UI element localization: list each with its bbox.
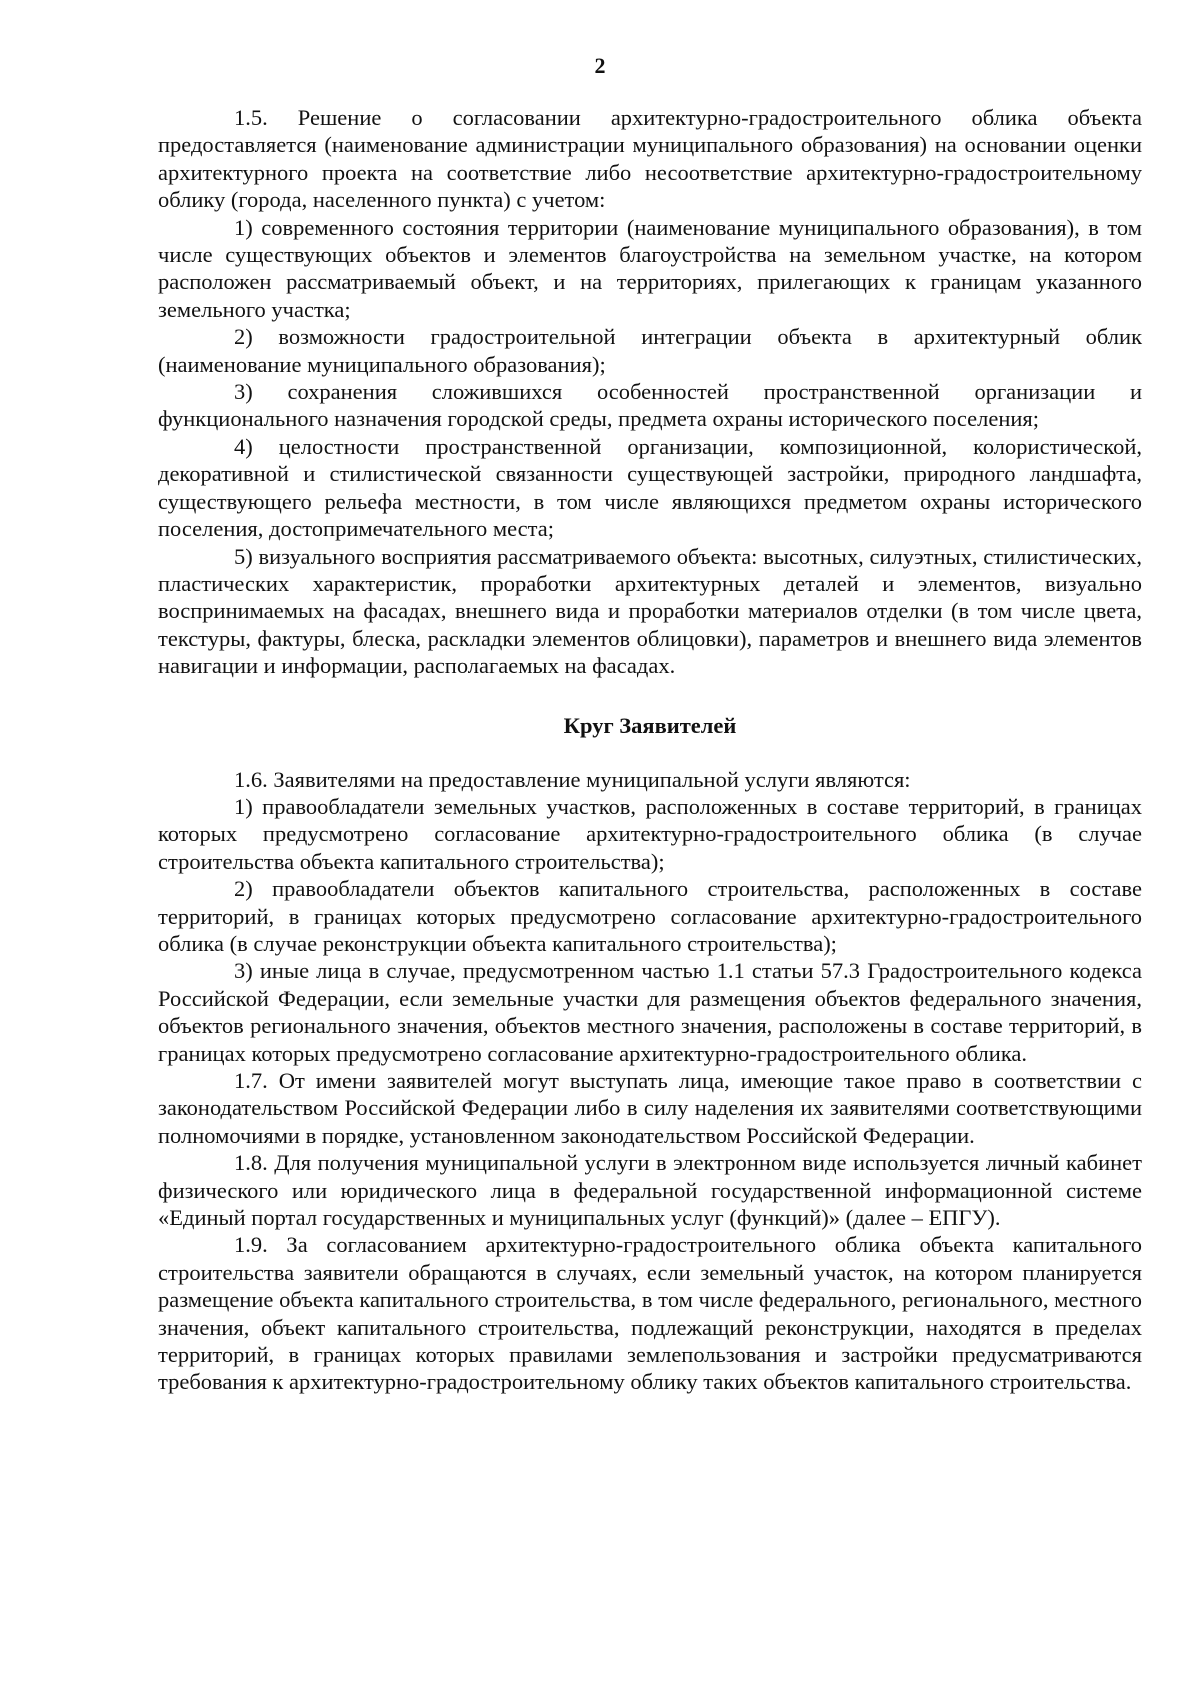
list-item-1-6-1: 1) правообладатели земельных участков, расположенных в составе территорий, в границах которых предусмотрено согласование архитектурно-градостроительного облика (в случае строительства объекта капитального строительства); bbox=[158, 793, 1142, 874]
paragraph-1-8: 1.8. Для получения муниципальной услуги в электронном виде используется личный кабинет физического или юридического лица в федеральной государственной информационной системе «Единый портал государственных и муниципальных услуг (функций)» (далее – ЕПГУ). bbox=[158, 1150, 1142, 1231]
paragraph-1-9: 1.9. За согласованием архитектурно-градостроительного облика объекта капитального строительства заявители обращаются в случаях, если земельный участок, на котором планируется размещение объекта капитального строительства, в том числе федерального, регионального, местного значения, объект капитального строительства, подлежащий реконструкции, находятся в пределах территорий, в границах которых правилами землепользования и застройки предусматриваются требования к архитектурно-градостроительному облику таких объектов капитального строительства. bbox=[158, 1232, 1142, 1395]
list-item-1-5-1: 1) современного состояния территории (наименование муниципального образования), в том числе существующих объектов и элементов благоустройства на земельном участке, на котором расположен рассматриваемый объект, и на территориях, прилегающих к границам указанного земельного участка; bbox=[158, 214, 1142, 322]
list-item-1-5-4: 4) целостности пространственной организации, композиционной, колористической, декоративной и стилистической связанности существующей застройки, природного ландшафта, существующего рельефа местности, в том числе являющихся предметом охраны исторического поселения, достопримечательного места; bbox=[158, 433, 1142, 542]
list-item-1-6-2: 2) правообладатели объектов капитального строительства, расположенных в составе территорий, в границах которых предусмотрено согласование архитектурно-градостроительного облика (в случае реконструкции объекта капитального строительства); bbox=[158, 876, 1142, 956]
paragraph-1-6: 1.6. Заявителями на предоставление муниципальной услуги являются: bbox=[234, 766, 911, 792]
list-item-1-6-3: 3) иные лица в случае, предусмотренном частью 1.1 статьи 57.3 Градостроительного кодекса Российской Федерации, если земельные участки для размещения объектов федерального значения, объектов регионального значения, объектов местного значения, расположены в составе территорий, в границах которых предусмотрено согласование архитектурно-градостроительного облика. bbox=[158, 958, 1142, 1066]
document-body bbox=[158, 104, 1142, 1396]
paragraph-1-5: 1.5. Решение о согласовании архитектурно-градостроительного облика объекта предоставляется (наименование администрации муниципального образования) на основании оценки архитектурного проекта на соответствие либо несоответствие архитектурно-градостроительному облику (города, населенного пункта) с учетом: bbox=[158, 105, 1142, 213]
list-item-1-5-2: 2) возможности градостроительной интеграции объекта в архитектурный облик (наименование муниципального образования); bbox=[158, 324, 1142, 377]
list-item-1-5-3: 3) сохранения сложившихся особенностей пространственной организации и функционального назначения городской среды, предмета охраны исторического поселения; bbox=[158, 379, 1142, 432]
list-item-1-5-5: 5) визуального восприятия рассматриваемого объекта: высотных, силуэтных, стилистических, пластических характеристик, проработки архитектурных деталей и элементов, визуально воспринимаемых на фасадах, внешнего вида и проработки материалов отделки (в том числе цвета, текстуры, фактуры, блеска, раскладки элементов облицовки), параметров и внешнего вида элементов навигации и информации, располагаемых на фасадах. bbox=[158, 543, 1142, 679]
section-heading: Круг Заявителей bbox=[563, 712, 737, 738]
page-number: 2 bbox=[594, 53, 606, 78]
paragraph-1-7: 1.7. От имени заявителей могут выступать лица, имеющие такое право в соответствии с законодательством Российской Федерации либо в силу наделения их заявителями соответствующими полномочиями в порядке, установленном законодательством Российской Федерации. bbox=[158, 1068, 1142, 1148]
